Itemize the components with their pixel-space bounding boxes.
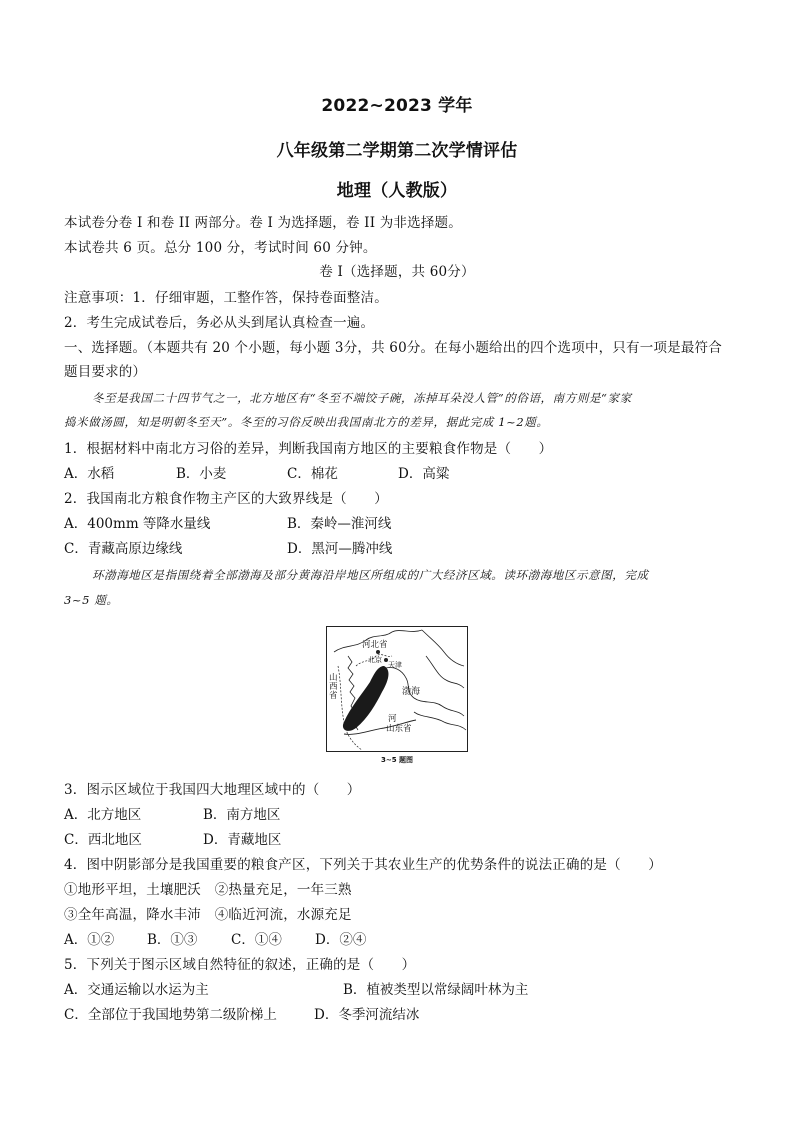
map-label-hebei: 河北省 <box>362 640 388 650</box>
question-5-option-d: D．冬季河流结冰 <box>314 1007 420 1023</box>
map-label-river: 河 <box>388 714 397 724</box>
question-2-stem: 2．我国南北方粮食作物主产区的大致界线是（ ） <box>64 491 388 507</box>
map-caption: 3~5 题图 <box>380 756 414 764</box>
question-1-option-b: B．小麦 <box>176 466 227 482</box>
question-3-option-c: C．西北地区 <box>64 832 142 848</box>
question-2-option-a: A．400mm 等降水量线 <box>64 516 211 532</box>
material-2-line-1: 环渤海地区是指围绕着全部渤海及部分黄海沿岸地区所组成的广大经济区域。读环渤海地区示意图，完成 <box>92 568 649 582</box>
question-3-option-d: D．青藏地区 <box>203 832 282 848</box>
map-label-bohai: 渤海 <box>402 687 421 697</box>
material-1-line-1: 冬至是我国二十四节气之一，北方地区有“冬至不端饺子碗，冻掉耳朵没人管”的俗语，南方则是“家家 <box>92 391 632 405</box>
question-5-stem: 5．下列关于图示区域自然特征的叙述，正确的是（ ） <box>64 957 416 973</box>
question-2-option-b: B．秦岭—淮河线 <box>287 516 392 532</box>
map-label-shandong: 山东省 <box>386 724 412 734</box>
question-4-option-b: B．①③ <box>147 932 198 948</box>
question-5-option-c: C．全部位于我国地势第二级阶梯上 <box>64 1007 277 1023</box>
question-3-option-b: B．南方地区 <box>203 807 281 823</box>
map-label-tianjin: 天津 <box>388 661 402 669</box>
exam-year: 2022~2023 学年 <box>321 96 473 116</box>
instruction-line-1: 一、选择题。（本题共有 20 个小题，每小题 3分，共 60分。在每小题给出的四个选项中，只有一项是最符合 <box>64 340 722 356</box>
exam-title: 八年级第二学期第二次学情评估 <box>276 141 518 161</box>
intro-line-1: 本试卷分卷 I 和卷 II 两部分。卷 I 为选择题，卷 II 为非选择题。 <box>64 215 462 231</box>
question-1-option-a: A．水稻 <box>64 466 115 482</box>
question-1-option-d: D．高粱 <box>398 466 450 482</box>
question-1-option-c: C．棉花 <box>287 466 338 482</box>
notice-line-1: 注意事项：1．仔细审题，工整作答，保持卷面整洁。 <box>64 290 388 306</box>
notice-line-2: 2．考生完成试卷后，务必从头到尾认真检查一遍。 <box>64 315 375 331</box>
map-label-shanxi: 山西省 <box>329 673 338 701</box>
question-3-option-a: A．北方地区 <box>64 807 142 823</box>
question-2-option-d: D．黑河—腾冲线 <box>287 541 393 557</box>
map-label-beijing: 北京 <box>368 656 382 664</box>
question-2-option-c: C．青藏高原边缘线 <box>64 541 183 557</box>
question-1-stem: 1．根据材料中南北方习俗的差异，判断我国南方地区的主要粮食作物是（ ） <box>64 441 553 457</box>
bohai-region-map <box>326 626 468 752</box>
question-4-statement-line-2: ③全年高温，降水丰沛 ④临近河流，水源充足 <box>64 907 352 923</box>
intro-line-2: 本试卷共 6 页。总分 100 分，考试时间 60 分钟。 <box>64 240 377 256</box>
material-1-line-2: 捣米做汤圆，知是明朝冬至天”。冬至的习俗反映出我国南北方的差异，据此完成 1~2题。 <box>64 415 549 429</box>
question-4-statement-line-1: ①地形平坦，土壤肥沃 ②热量充足，一年三熟 <box>64 882 352 898</box>
question-5-option-a: A．交通运输以水运为主 <box>64 982 209 998</box>
map-city-beijing <box>376 650 380 654</box>
question-4-option-c: C．①④ <box>231 932 282 948</box>
question-5-option-b: B．植被类型以常绿阔叶林为主 <box>343 982 529 998</box>
question-4-option-d: D．②④ <box>315 932 367 948</box>
exam-subject: 地理（人教版） <box>336 181 458 201</box>
material-2-line-2: 3~5 题。 <box>64 593 119 607</box>
question-4-option-a: A．①② <box>64 932 115 948</box>
question-4-stem: 4．图中阴影部分是我国重要的粮食产区，下列关于其农业生产的优势条件的说法正确的是（ ） <box>64 857 662 873</box>
instruction-line-2: 题目要求的） <box>64 364 147 380</box>
section-heading: 卷 I（选择题，共 60分） <box>319 264 475 280</box>
question-3-stem: 3．图示区域位于我国四大地理区域中的（ ） <box>64 782 361 798</box>
